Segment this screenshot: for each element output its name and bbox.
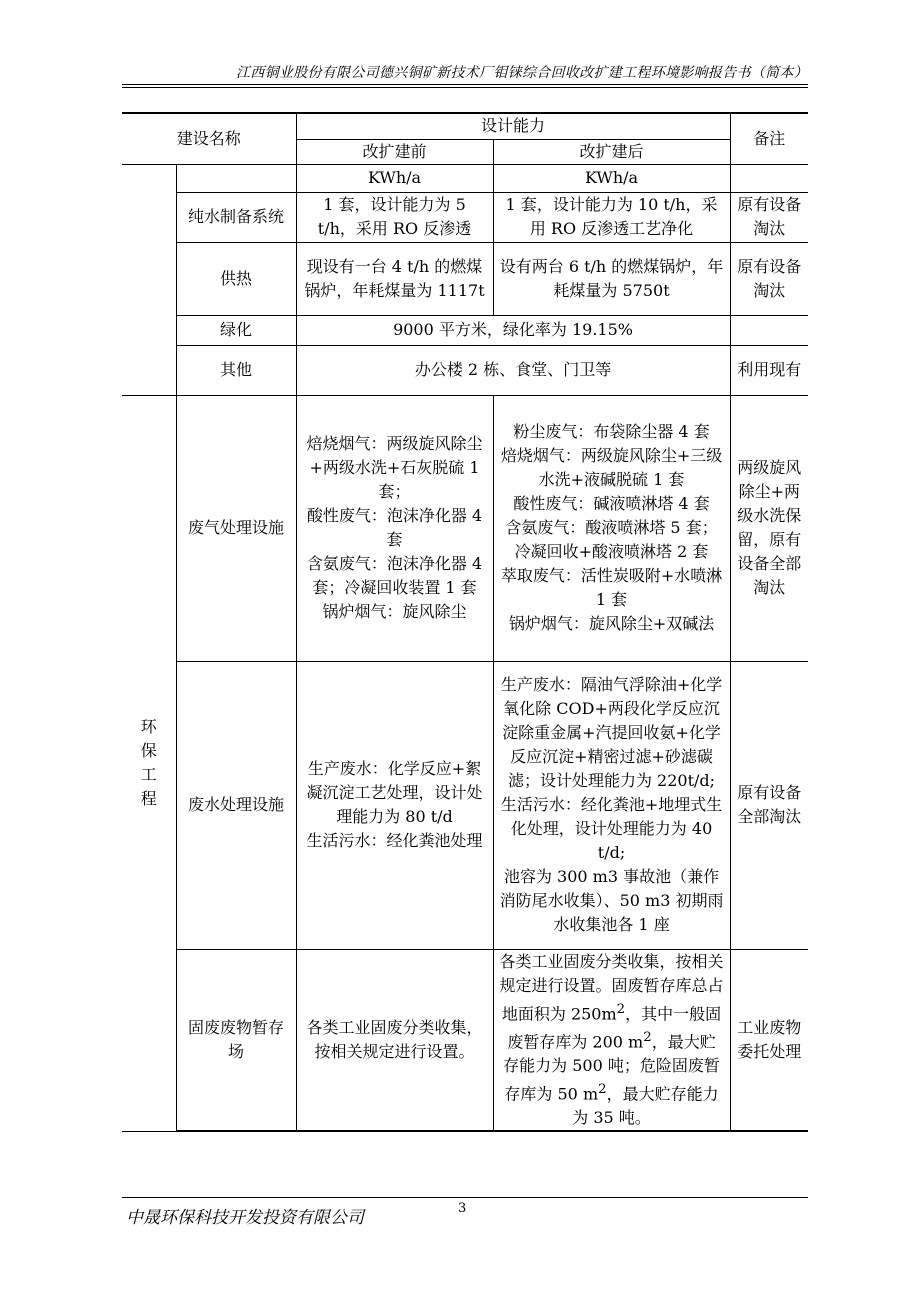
gas-note: 两级旋风除尘+两级水洗保留，原有设备全部淘汰 bbox=[730, 395, 808, 661]
col-header-capacity: 设计能力 bbox=[296, 113, 730, 139]
solid-after-text: ，其中一般固废暂存库为 200 m bbox=[507, 1003, 722, 1052]
wastewater-before-line: 生产废水：化学反应+絮凝沉淀工艺处理，设计处理能力为 80 t/d bbox=[306, 759, 483, 826]
header-rule-double bbox=[122, 87, 808, 88]
solid-after-text: ，最大贮存能力为 35 吨。 bbox=[572, 1084, 719, 1128]
category-env-label: 环保工程 bbox=[140, 717, 157, 809]
wastewater-after-line: 池容为 300 m3 事故池（兼作消防尾水收集）、50 m3 初期雨水收集池各 1 座 bbox=[499, 867, 724, 934]
gas-after-line: 粉尘废气：布袋除尘器 4 套 bbox=[513, 422, 710, 441]
solid-before: 各类工业固废分类收集，按相关规定进行设置。 bbox=[296, 949, 493, 1131]
unit-after: KWh/a bbox=[493, 164, 730, 192]
row-name-solid: 固废废物暂存场 bbox=[176, 949, 296, 1131]
gas-after-line: 萃取废气：活性炭吸附+水喷淋 1 套 bbox=[500, 566, 723, 609]
table-header-row bbox=[122, 113, 808, 139]
water-after: 1 套，设计能力为 10 t/h，采用 RO 反渗透工艺净化 bbox=[493, 192, 730, 242]
unit-before: KWh/a bbox=[296, 164, 493, 192]
row-name-other: 其他 bbox=[176, 345, 296, 395]
col-header-name: 建设名称 bbox=[122, 113, 296, 164]
gas-before-line: 锅炉烟气：旋风除尘 bbox=[322, 602, 467, 621]
row-name-green: 绿化 bbox=[176, 315, 296, 345]
table-row bbox=[122, 345, 808, 395]
category-cell-empty bbox=[122, 164, 176, 395]
wastewater-before bbox=[296, 661, 493, 949]
gas-before-line: 含氨废气：泡沫净化器 4 套；冷凝回收装置 1 套 bbox=[306, 554, 483, 597]
gas-before-line: 焙烧烟气：两级旋风除尘+两级水洗+石灰脱硫 1 套； bbox=[306, 434, 483, 501]
solid-after-sup: 2 bbox=[598, 1082, 607, 1098]
water-before: 1 套，设计能力为 5 t/h，采用 RO 反渗透 bbox=[296, 192, 493, 242]
header-rule bbox=[122, 84, 808, 85]
wastewater-after-line: 生产废水：隔油气浮除油+化学氧化除 COD+两段化学反应沉淀除重金属+汽提回收氨+化学反应沉淀+精密过滤+砂滤碳滤；设计处理能力为 220t/d; bbox=[500, 675, 723, 790]
footer-rule bbox=[122, 1197, 808, 1198]
solid-after-sup: 2 bbox=[643, 1029, 652, 1045]
col-header-before: 改扩建前 bbox=[296, 139, 493, 164]
page-number: 3 bbox=[458, 1201, 467, 1216]
row-name-wastewater: 废水处理设施 bbox=[176, 661, 296, 949]
facilities-table bbox=[122, 112, 808, 1132]
other-note: 利用现有 bbox=[730, 345, 808, 395]
solid-after-sup: 2 bbox=[616, 1001, 626, 1017]
footer-company: 中晟环保科技开发投资有限公司 bbox=[126, 1208, 364, 1228]
table-row bbox=[122, 242, 808, 315]
heating-note: 原有设备淘汰 bbox=[730, 242, 808, 315]
water-note: 原有设备淘汰 bbox=[730, 192, 808, 242]
green-note bbox=[730, 315, 808, 345]
wastewater-after bbox=[493, 661, 730, 949]
row-name-gas: 废气处理设施 bbox=[176, 395, 296, 661]
gas-after-line: 酸性废气：碱液喷淋塔 4 套 bbox=[513, 494, 710, 513]
table-row bbox=[122, 949, 808, 1131]
solid-after bbox=[493, 949, 730, 1131]
col-header-after: 改扩建后 bbox=[493, 139, 730, 164]
heating-after: 设有两台 6 t/h 的燃煤锅炉，年耗煤量为 5750t bbox=[493, 242, 730, 315]
page-header-title: 江西铜业股份有限公司德兴铜矿新技术厂钼铼综合回收改扩建工程环境影响报告书（简本） bbox=[236, 65, 808, 81]
other-value: 办公楼 2 栋、食堂、门卫等 bbox=[296, 345, 730, 395]
gas-before bbox=[296, 395, 493, 661]
heating-before: 现设有一台 4 t/h 的燃煤锅炉，年耗煤量为 1117t bbox=[296, 242, 493, 315]
wastewater-before-line: 生活污水：经化粪池处理 bbox=[306, 831, 483, 850]
unit-note-empty bbox=[730, 164, 808, 192]
wastewater-after-line: 生活污水：经化粪池+地埋式生化处理，设计处理能力为 40 t/d; bbox=[500, 795, 723, 862]
row-name-empty bbox=[176, 164, 296, 192]
solid-after-text: 各类工业固废分类收集，按相关规定进行设置。固废暂存库总占地面积为 250m bbox=[499, 951, 724, 1023]
gas-after bbox=[493, 395, 730, 661]
table-row bbox=[122, 192, 808, 242]
wastewater-note: 原有设备全部淘汰 bbox=[730, 661, 808, 949]
table-row bbox=[122, 315, 808, 345]
table-row bbox=[122, 164, 808, 192]
table-row bbox=[122, 395, 808, 661]
green-value: 9000 平方米，绿化率为 19.15% bbox=[296, 315, 730, 345]
gas-after-line: 锅炉烟气：旋风除尘+双碱法 bbox=[508, 614, 715, 633]
gas-after-line: 焙烧烟气：两级旋风除尘+三级水洗+液碱脱硫 1 套 bbox=[500, 446, 723, 489]
table-row bbox=[122, 661, 808, 949]
category-env bbox=[122, 395, 176, 1131]
solid-after-text: ，最大贮存能力为 500 吨；危险固废暂存库为 50 m bbox=[503, 1032, 720, 1104]
gas-before-line: 酸性废气：泡沫净化器 4 套 bbox=[306, 506, 483, 549]
col-header-note: 备注 bbox=[730, 113, 808, 164]
solid-note: 工业废物委托处理 bbox=[730, 949, 808, 1131]
row-name-water: 纯水制备系统 bbox=[176, 192, 296, 242]
gas-after-line: 含氨废气：酸液喷淋塔 5 套；冷凝回收+酸液喷淋塔 2 套 bbox=[505, 518, 718, 561]
row-name-heating: 供热 bbox=[176, 242, 296, 315]
